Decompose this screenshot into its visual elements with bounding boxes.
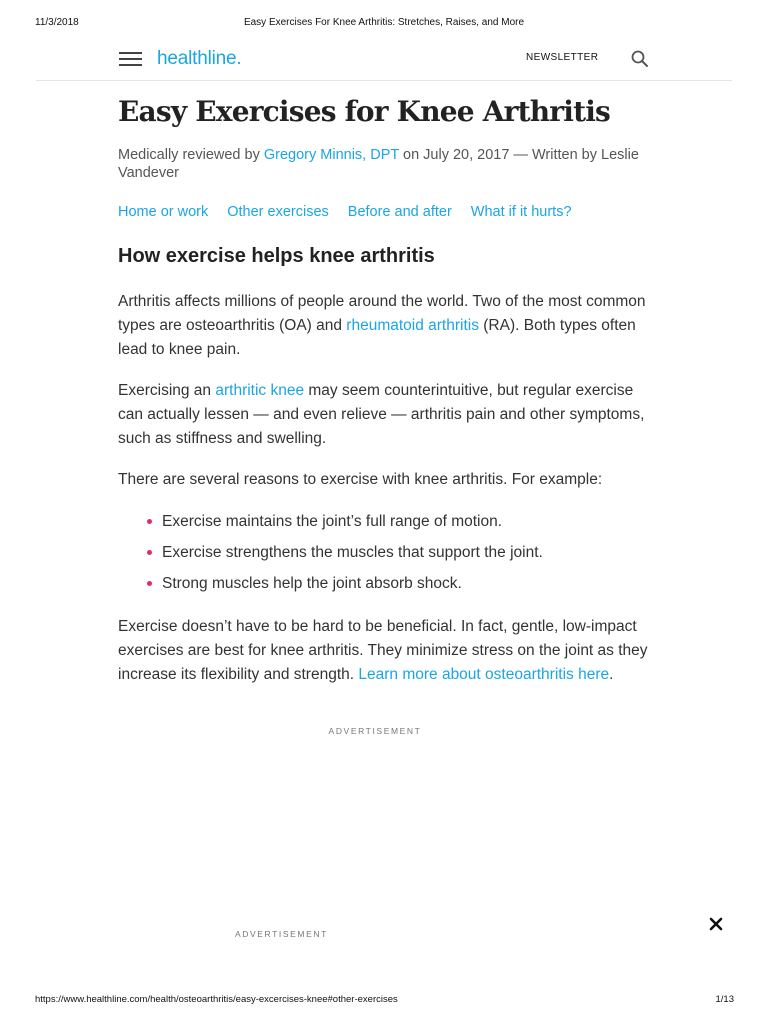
print-page-title: Easy Exercises For Knee Arthritis: Stretches, Raises, and More xyxy=(243,17,525,28)
list-item xyxy=(146,572,543,603)
paragraph-arthritis-types xyxy=(118,290,653,362)
table-of-contents xyxy=(118,204,591,220)
list-item-text: Exercise strengthens the muscles that support the joint. xyxy=(162,544,543,561)
paragraph-text: . xyxy=(609,666,614,683)
list-item-text: Strong muscles help the joint absorb shock. xyxy=(162,575,462,592)
paragraph-text: Arthritis affects millions of people around the world. Two of the most common types are osteoarthritis (OA) and xyxy=(118,293,646,334)
toc-before-and-after[interactable]: Before and after xyxy=(347,204,452,220)
list-item xyxy=(146,510,543,541)
paragraph-reasons: There are several reasons to exercise with knee arthritis. For example: xyxy=(118,471,603,488)
toc-other-exercises[interactable]: Other exercises xyxy=(227,204,329,220)
paragraph-low-impact xyxy=(118,615,653,687)
rheumatoid-arthritis-link[interactable]: rheumatoid arthritis xyxy=(346,317,479,334)
article-title: Easy Exercises for Knee Arthritis xyxy=(118,95,611,128)
byline-date-author: on July 20, 2017 — Written by Leslie Vandever xyxy=(118,147,639,181)
paragraph-text: may seem counterintuitive, but regular exercise can actually lessen — and even relieve — arthritis pain and other symptoms, such as stiffness and swelling. xyxy=(118,382,645,447)
print-date: 11/3/2018 xyxy=(35,17,79,28)
byline-reviewed-prefix: Medically reviewed by xyxy=(118,147,264,163)
toc-home-or-work[interactable]: Home or work xyxy=(118,204,209,220)
newsletter-link[interactable]: NEWSLETTER xyxy=(526,52,599,63)
bullet-dot xyxy=(147,581,152,586)
list-item-text: Exercise maintains the joint’s full range of motion. xyxy=(162,513,503,530)
arthritic-knee-link[interactable]: arthritic knee xyxy=(215,382,305,399)
section-heading: How exercise helps knee arthritis xyxy=(118,245,435,267)
bullet-dot xyxy=(147,519,152,524)
osteoarthritis-link[interactable]: Learn more about osteoarthritis here xyxy=(358,666,610,683)
paragraph-text: (RA). Both types often lead to knee pain. xyxy=(118,317,636,358)
paragraph-text: Exercising an xyxy=(118,382,216,399)
toc-what-if-it-hurts[interactable]: What if it hurts? xyxy=(470,204,572,220)
byline xyxy=(118,146,648,182)
paragraph-exercising xyxy=(118,379,653,451)
advertisement-label: ADVERTISEMENT xyxy=(328,726,422,736)
reasons-list xyxy=(146,510,543,603)
healthline-logo[interactable]: healthline. xyxy=(157,48,242,69)
menu-icon[interactable] xyxy=(119,52,142,66)
print-page-number: 1/13 xyxy=(715,994,734,1005)
paragraph-text: Exercise doesn’t have to be hard to be beneficial. In fact, gentle, low-impact exercises are best for knee arthritis. They minimize stress on the joint as they increase its flexibility and strength. xyxy=(118,618,648,683)
site-header xyxy=(36,40,732,81)
advertisement-label-sticky: ADVERTISEMENT xyxy=(235,929,328,939)
bullet-dot xyxy=(147,550,152,555)
close-icon[interactable] xyxy=(707,915,725,933)
search-icon[interactable] xyxy=(630,49,650,69)
print-url: https://www.healthline.com/health/osteoarthritis/easy-excercises-knee#other-exercises xyxy=(35,994,398,1005)
list-item xyxy=(146,541,543,572)
reviewer-link[interactable]: Gregory Minnis, DPT xyxy=(263,147,399,163)
